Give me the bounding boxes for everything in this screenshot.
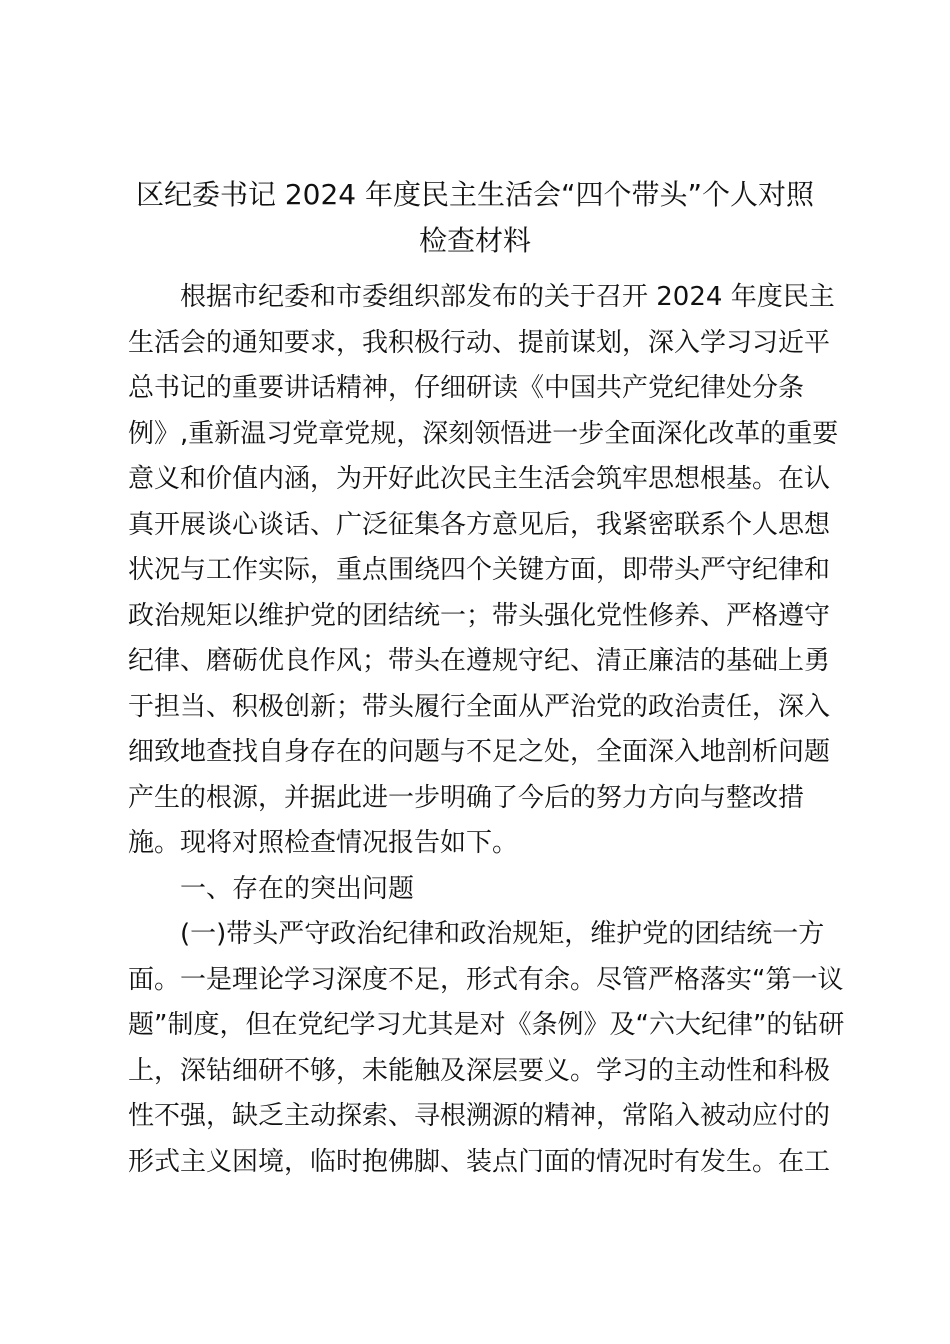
text-line: 总书记的重要讲话精神，仔细研读《中国共产党纪律处分条 [128, 373, 805, 403]
document-title [120, 172, 830, 264]
text-line: 面。一是理论学习深度不足，形式有余。尽管严格落实“第一议 [128, 964, 844, 995]
text-line: 产生的根源，并据此进一步明确了今后的努力方向与整改措 [128, 782, 805, 813]
text-line: 真开展谈心谈话、广泛征集各方意见后，我紧密联系个人思想 [128, 509, 831, 540]
title-line: 区纪委书记 2024 年度民主生活会“四个带头”个人对照 [135, 178, 815, 211]
text-line: 纪律、磨砺优良作风；带头在遵规守纪、清正廉洁的基础上勇 [128, 646, 831, 676]
heading-line: 一、存在的突出问题 [180, 873, 415, 904]
text-line: 形式主义困境，临时抱佛脚、装点门面的情况时有发生。在工 [128, 1146, 831, 1177]
text-line: 上，深钻细研不够，未能触及深层要义。学习的主动性和科极 [128, 1055, 831, 1086]
intro-paragraph [128, 275, 839, 867]
document-body [128, 275, 845, 1185]
text-line: 性不强，缺乏主动探索、寻根溯源的精神，常陷入被动应付的 [128, 1101, 831, 1131]
text-line: 题”制度，但在党纪学习尤其是对《条例》及“六大纪律”的钻研 [128, 1010, 845, 1040]
text-line: 生活会的通知要求，我积极行动、提前谋划，深入学习习近平 [128, 327, 831, 358]
text-line: 根据市纪委和市委组织部发布的关于召开 2024 年度民主 [180, 282, 835, 312]
text-line: 施。现将对照检查情况报告如下。 [128, 828, 519, 858]
text-line: 例》,重新温习党章党规，深刻领悟进一步全面深化改革的重要 [128, 418, 839, 449]
text-line: 状况与工作实际，重点围绕四个关键方面，即带头严守纪律和 [128, 555, 831, 585]
title-line: 检查材料 [418, 224, 531, 257]
text-line: (一)带头严守政治纪律和政治规矩，维护党的团结统一方 [180, 919, 825, 949]
text-line: 细致地查找自身存在的问题与不足之处，全面深入地剖析问题 [128, 737, 831, 767]
text-line: 于担当、积极创新；带头履行全面从严治党的政治责任，深入 [128, 691, 831, 722]
text-line: 政治规矩以维护党的团结统一；带头强化党性修养、严格遵守 [128, 600, 831, 631]
text-line: 意义和价值内涵，为开好此次民主生活会筑牢思想根基。在认 [128, 464, 831, 494]
section-paragraph [128, 912, 845, 1185]
section-heading [128, 867, 830, 913]
